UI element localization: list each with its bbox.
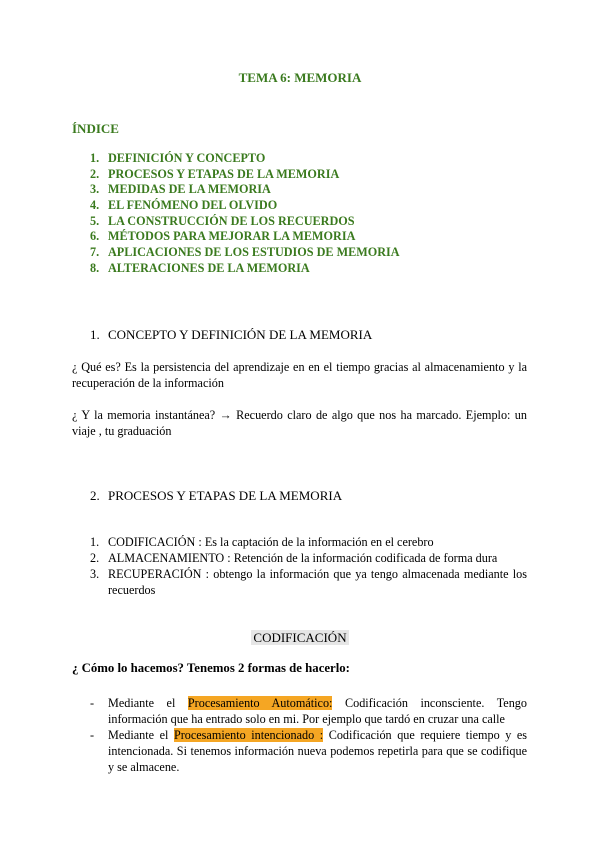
list-item <box>90 550 527 566</box>
toc-item-label: APLICACIONES DE LOS ESTUDIOS DE MEMORIA <box>108 245 400 260</box>
list-item-text <box>108 727 527 775</box>
toc-item-number: 6. <box>90 229 100 244</box>
processing-list <box>90 695 527 775</box>
list-item-text: ALMACENAMIENTO : Retención de la información codificada de forma dura <box>108 551 498 565</box>
toc-item-label: ALTERACIONES DE LA MEMORIA <box>108 260 310 275</box>
list-item-dash: - <box>90 728 95 742</box>
list-item-text <box>108 695 527 727</box>
toc-item-label: LA CONSTRUCCIÓN DE LOS RECUERDOS <box>108 213 355 228</box>
toc-item-label: MÉTODOS PARA MEJORAR LA MEMORIA <box>108 229 356 244</box>
toc-item <box>90 229 400 245</box>
list-item <box>90 566 527 598</box>
section-title: CONCEPTO Y DEFINICIÓN DE LA MEMORIA <box>108 327 373 342</box>
list-item-number: 3. <box>90 567 100 581</box>
section-title: PROCESOS Y ETAPAS DE LA MEMORIA <box>108 488 343 503</box>
instant-memory-paragraph: ¿ Y la memoria instantánea? → Recuerdo claro de algo que nos ha marcado. Ejemplo: un viaje , tu graduación <box>72 408 527 438</box>
toc-item-label: MEDIDAS DE LA MEMORIA <box>108 182 271 197</box>
list-item-dash: - <box>90 696 95 710</box>
list-item <box>90 534 527 550</box>
list-item <box>90 727 527 775</box>
table-of-contents <box>90 151 400 277</box>
list-item-prefix: Mediante el <box>108 696 188 710</box>
section-1-heading <box>90 327 372 343</box>
section-2-heading <box>90 488 342 504</box>
toc-item-label: EL FENÓMENO DEL OLVIDO <box>108 198 278 213</box>
stages-list <box>90 534 527 598</box>
toc-item-number: 1. <box>90 151 100 165</box>
page-title: TEMA 6: MEMORIA <box>238 70 362 85</box>
list-item-text: RECUPERACIÓN : obtengo la información que ya tengo almacenada mediante los recuerdos <box>108 567 527 597</box>
toc-item-number: 3. <box>90 182 100 197</box>
toc-item <box>90 182 400 198</box>
toc-item <box>90 261 400 277</box>
list-item-text: CODIFICACIÓN : Es la captación de la información en el cerebro <box>108 535 434 549</box>
list-item-number: 1. <box>90 535 100 549</box>
list-item-number: 2. <box>90 551 100 565</box>
toc-item-label: DEFINICIÓN Y CONCEPTO <box>108 151 266 165</box>
codificacion-heading <box>0 630 600 646</box>
list-item-description: Codificación inconsciente. Tengo información que ha entrado solo en mi. Por ejemplo que tardó en cruzar una calle <box>108 696 527 726</box>
toc-item-number: 4. <box>90 198 100 213</box>
toc-item-number: 7. <box>90 245 100 260</box>
toc-item-number: 8. <box>90 260 100 275</box>
list-item <box>90 695 527 727</box>
toc-item-number: 5. <box>90 213 100 228</box>
how-question: ¿ Cómo lo hacemos? Tenemos 2 formas de hacerlo: <box>72 661 350 675</box>
list-item-prefix: Mediante el <box>108 728 174 742</box>
list-item-description: Codificación que requiere tiempo y es intencionada. Si tenemos información nueva podemos repetirla para que se codifique y se almacene. <box>108 728 528 774</box>
toc-item-label: PROCESOS Y ETAPAS DE LA MEMORIA <box>108 166 340 181</box>
index-heading: ÍNDICE <box>72 121 119 136</box>
highlighted-term: Procesamiento Automático: <box>187 696 333 710</box>
definition-paragraph: ¿ Qué es? Es la persistencia del aprendizaje en en el tiempo gracias al almacenamiento y la recuperación de la información <box>72 360 527 390</box>
toc-item <box>90 214 400 230</box>
codificacion-heading-text: CODIFICACIÓN <box>253 630 347 645</box>
toc-item <box>90 198 400 214</box>
toc-item <box>90 245 400 261</box>
toc-item <box>90 151 400 167</box>
toc-item <box>90 167 400 183</box>
section-number: 2. <box>90 488 100 503</box>
toc-item-number: 2. <box>90 166 100 181</box>
section-number: 1. <box>90 327 100 342</box>
highlighted-term: Procesamiento intencionado : <box>173 728 324 742</box>
